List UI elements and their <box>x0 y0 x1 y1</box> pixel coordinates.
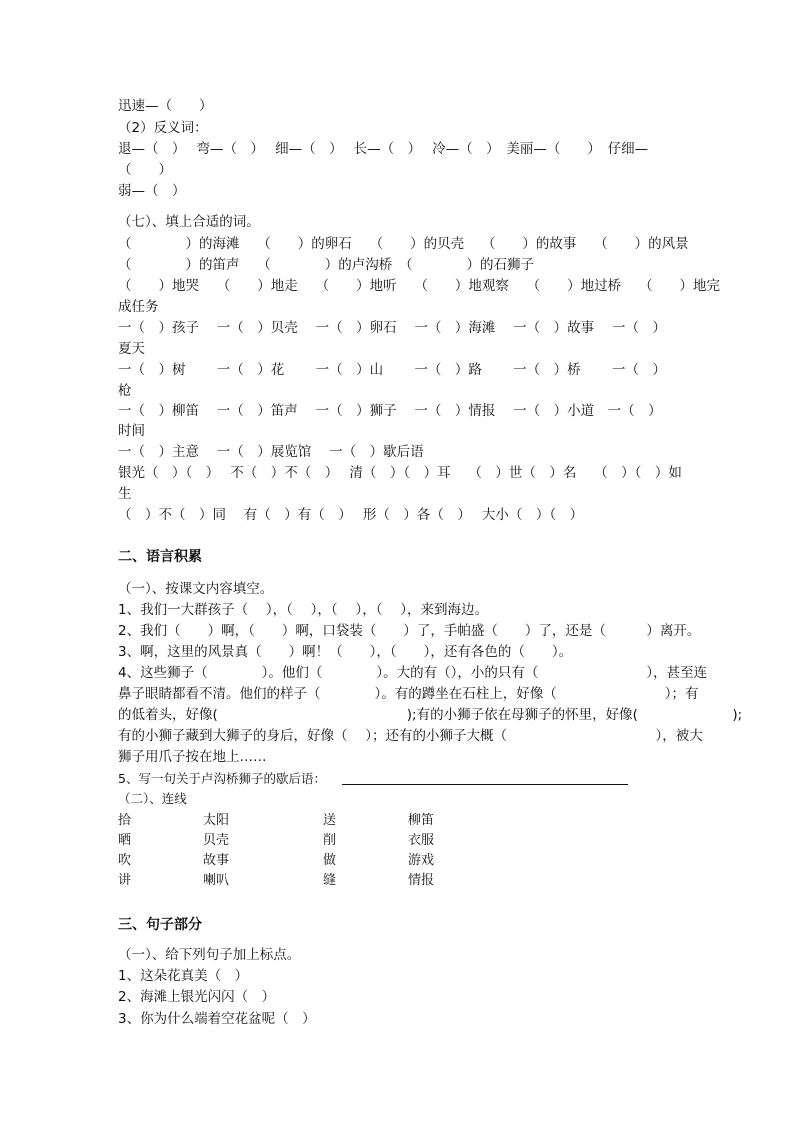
fill-line: 鼻子眼睛都看不清。他们的样子（ ）。有的蹲坐在石柱上，好像（ ）；有 <box>118 686 699 702</box>
match-col3-item: 做 <box>323 853 337 868</box>
match-col1-item: 拾 <box>118 813 132 828</box>
fill-line: 有的小狮子藏到大狮子的身后，好像（ ）；还有的小狮子大概（ ），被大 <box>118 728 703 744</box>
match-col2-item: 故事 <box>203 853 230 868</box>
section-7-line: 一（ ）树 一（ ）花 一（ ）山 一（ ）路 一（ ）桥 一（ ） <box>118 362 666 378</box>
antonym-heading: （2）反义词： <box>118 120 208 136</box>
match-col4-item: 衣服 <box>408 833 435 848</box>
vocab-line-1: 迅速—（ ） <box>118 98 213 114</box>
match-col4-item: 柳笛 <box>408 813 435 828</box>
match-col3-item: 送 <box>323 813 337 828</box>
answer-underline <box>342 784 628 785</box>
section-7-line: 一（ ）主意 一（ ）展览馆 一（ ）歇后语 <box>118 444 424 460</box>
match-col4-item: 情报 <box>408 873 435 888</box>
section-7-line: 一（ ）孩子 一（ ）贝壳 一（ ）卵石 一（ ）海滩 一（ ）故事 一（ ） <box>118 320 666 336</box>
match-col2-item: 太阳 <box>203 813 230 828</box>
match-col2-item: 喇叭 <box>203 873 230 888</box>
match-col3-item: 削 <box>323 833 337 848</box>
fill-line: 1、我们一大群孩子（ ），（ ），（ ），（ ），来到海边。 <box>118 602 489 618</box>
section-7-line: 银光（ ）（ ） 不（ ）不（ ） 清（ ）（ ）耳 （ ）世（ ）名 （ ）（ ）如 <box>118 465 682 481</box>
match-col4-item: 游戏 <box>408 853 435 868</box>
part-2-heading: 二、语言积累 <box>118 549 202 565</box>
punctuation-item: 2、海滩上银光闪闪（ ） <box>118 989 276 1005</box>
fill-line: 狮子用爪子按在地上…… <box>118 749 267 765</box>
match-col1-item: 讲 <box>118 873 132 888</box>
vocab-line-3: 退—（ ） 弯—（ ） 细—（ ） 长—（ ） 冷—（ ） 美丽—（ ） 仔细— <box>118 141 649 157</box>
part-3-heading: 三、句子部分 <box>118 917 202 933</box>
section-7-line: （ ）地哭 （ ）地走 （ ）地听 （ ）地观察 （ ）地过桥 （ ）地完 <box>118 278 720 294</box>
section-7-title: （七）、填上合适的词。 <box>118 214 260 230</box>
match-col2-item: 贝壳 <box>203 833 230 848</box>
fill-line: 4、这些狮子（ ）。他们（ ）。大的有（），小的只有（ ），甚至连 <box>118 665 708 681</box>
match-col1-item: 吹 <box>118 853 132 868</box>
section-7-line: 时间 <box>118 423 145 439</box>
section-7-line: （ ）的海滩 （ ）的卵石 （ ）的贝壳 （ ）的故事 （ ）的风景 <box>118 236 689 252</box>
fill-line: 2、我们（ ）啊，（ ）啊，口袋装（ ）了，手帕盛（ ）了，还是（ ）离开。 <box>118 623 701 639</box>
part-3-sub-1: （一）、给下列句子加上标点。 <box>118 947 301 963</box>
section-7-line: 一（ ）柳笛 一（ ）笛声 一（ ）狮子 一（ ）情报 一（ ）小道 一（ ） <box>118 403 662 419</box>
section-7-line: 成任务 <box>118 299 159 315</box>
part-2-sub-2: （二）、连线 <box>118 791 187 806</box>
section-7-line: 夏天 <box>118 341 145 357</box>
section-7-line: （ ）的笛声 （ ）的卢沟桥 （ ）的石狮子 <box>118 257 535 273</box>
fill-line: 3、啊，这里的风景真（ ）啊！（ ），（ ），还有各色的（ ）。 <box>118 644 573 660</box>
question-5: 5、写一句关于卢沟桥狮子的歇后语： <box>118 771 326 786</box>
match-col1-item: 晒 <box>118 833 132 848</box>
part-2-sub-1: （一）、按课文内容填空。 <box>118 581 274 597</box>
fill-line: 的低着头，好像( );有的小狮子依在母狮子的怀里，好像( ); <box>118 707 743 723</box>
section-7-line: 生 <box>118 486 132 502</box>
section-7-line: （ ）不（ ）同 有（ ）有（ ） 形（ ）各（ ） 大小（ ）（ ） <box>118 507 584 523</box>
match-col3-item: 缝 <box>323 873 337 888</box>
punctuation-item: 3、你为什么端着空花盆呢（ ） <box>118 1011 316 1027</box>
vocab-line-5: 弱—（ ） <box>118 183 186 199</box>
punctuation-item: 1、这朵花真美（ ） <box>118 968 249 984</box>
vocab-line-4: （ ） <box>118 162 172 178</box>
section-7-line: 枪 <box>118 383 132 399</box>
